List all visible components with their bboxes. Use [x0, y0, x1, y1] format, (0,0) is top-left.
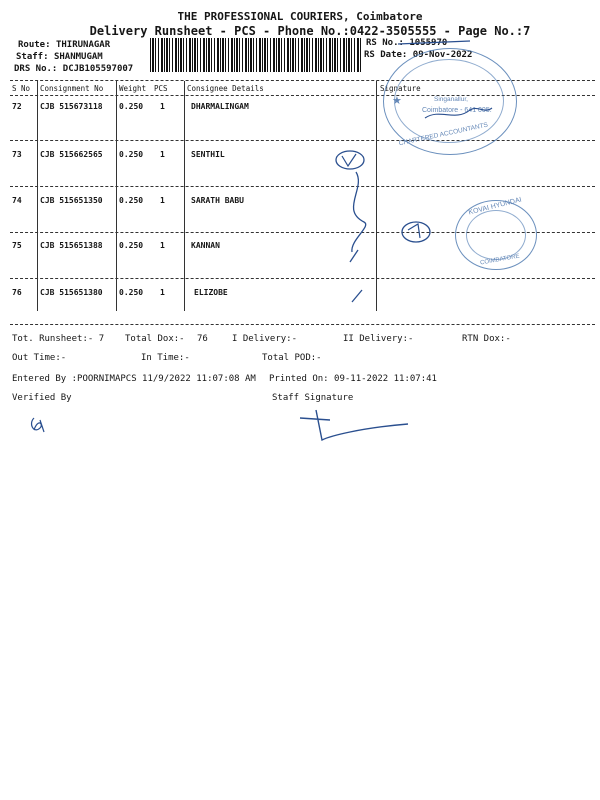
- ca-stamp-area: Singanallur,: [434, 96, 468, 103]
- row-pcs: 1: [160, 150, 165, 159]
- row-consignee: ELIZOBE: [194, 288, 228, 297]
- printed-on: Printed On: 09-11-2022 11:07:41: [269, 374, 437, 384]
- row-weight: 0.250: [119, 196, 144, 205]
- company-title: THE PROFESSIONAL COURIERS, Coimbatore: [177, 10, 423, 23]
- staff-signature-label: Staff Signature: [272, 393, 354, 403]
- i-delivery: I Delivery:-: [232, 334, 298, 344]
- ii-delivery: II Delivery:-: [343, 334, 414, 344]
- row-pcs: 1: [160, 288, 165, 297]
- col-sno: S No: [12, 84, 31, 93]
- rtn-dox: RTN Dox:-: [462, 334, 511, 344]
- row5-tick: [352, 290, 362, 302]
- rs-date-label: RS Date:: [364, 50, 408, 60]
- total-pod: Total POD:-: [262, 353, 322, 363]
- rs-date-value: 09-Nov-2022: [412, 50, 473, 60]
- in-time: In Time:-: [141, 353, 190, 363]
- runsheet-subtitle: Delivery Runsheet - PCS - Phone No.:0422-3505555 - Page No.:7: [89, 24, 531, 38]
- row-consignment: CJB 515651388: [40, 241, 103, 250]
- tot-runsheet: Tot. Runsheet:- 7: [12, 334, 105, 344]
- drs-label: DRS No.:: [14, 64, 58, 74]
- hyundai-stamp-bottom: COIMBATORE: [479, 253, 521, 267]
- entered-by: Entered By :POORNIMAPCS 11/9/2022 11:07:08 AM: [12, 374, 256, 384]
- row-consignment: CJB 515662565: [40, 150, 103, 159]
- verified-initials: [32, 418, 44, 432]
- row-consignment: CJB 515651380: [40, 288, 103, 297]
- total-dox-label: Total Dox:-: [125, 334, 185, 344]
- row-sno: 75: [12, 241, 22, 250]
- staff-value: SHANMUGAM: [53, 52, 103, 62]
- row4-tick: [350, 250, 358, 262]
- row-pcs: 1: [160, 102, 165, 111]
- total-dox-value: 76: [197, 334, 208, 344]
- staff-label: Staff:: [16, 52, 49, 62]
- star-icon: ★: [392, 95, 402, 107]
- staff-signature-mark: [300, 410, 408, 440]
- col-signature: Signature: [380, 84, 421, 93]
- row2-circle-mark: [336, 151, 364, 169]
- row-weight: 0.250: [119, 150, 144, 159]
- rs-no-label: RS No.:: [366, 38, 404, 48]
- row-pcs: 1: [160, 241, 165, 250]
- row-consignee: KANNAN: [191, 241, 220, 250]
- row-consignee: DHARMALINGAM: [191, 102, 249, 111]
- row-sno: 72: [12, 102, 22, 111]
- hyundai-stamp-top: KOVAI HYUNDAI: [467, 196, 523, 217]
- ca-stamp-city: Coimbatore - 641 005.: [422, 107, 492, 114]
- row-consignee: SENTHIL: [191, 150, 225, 159]
- row-sno: 74: [12, 196, 22, 205]
- row-weight: 0.250: [119, 288, 144, 297]
- row-sno: 76: [12, 288, 22, 297]
- drs-value: DCJB105597007: [62, 64, 134, 74]
- out-time: Out Time:-: [12, 353, 67, 363]
- row1-signature: [425, 108, 492, 118]
- route-value: THIRUNAGAR: [55, 40, 111, 50]
- col-weight: Weight: [119, 84, 147, 93]
- row-pcs: 1: [160, 196, 165, 205]
- route-label: Route:: [18, 40, 51, 50]
- rs-no-scribble: [398, 41, 470, 44]
- row-consignment: CJB 515673118: [40, 102, 103, 111]
- col-consignee: Consignee Details: [187, 84, 264, 93]
- row-weight: 0.250: [119, 102, 144, 111]
- row-consignee: SARATH BABU: [191, 196, 244, 205]
- rs-no-value: 1055970: [409, 38, 448, 48]
- col-pcs: PCS: [154, 84, 168, 93]
- row-sno: 73: [12, 150, 22, 159]
- row-consignment: CJB 515651350: [40, 196, 103, 205]
- row-weight: 0.250: [119, 241, 144, 250]
- row3-signature: [352, 172, 366, 252]
- ca-stamp-title: CHARTERED ACCOUNTANTS: [398, 121, 489, 148]
- col-consignment: Consignment No: [40, 84, 104, 93]
- verified-by: Verified By: [12, 393, 72, 403]
